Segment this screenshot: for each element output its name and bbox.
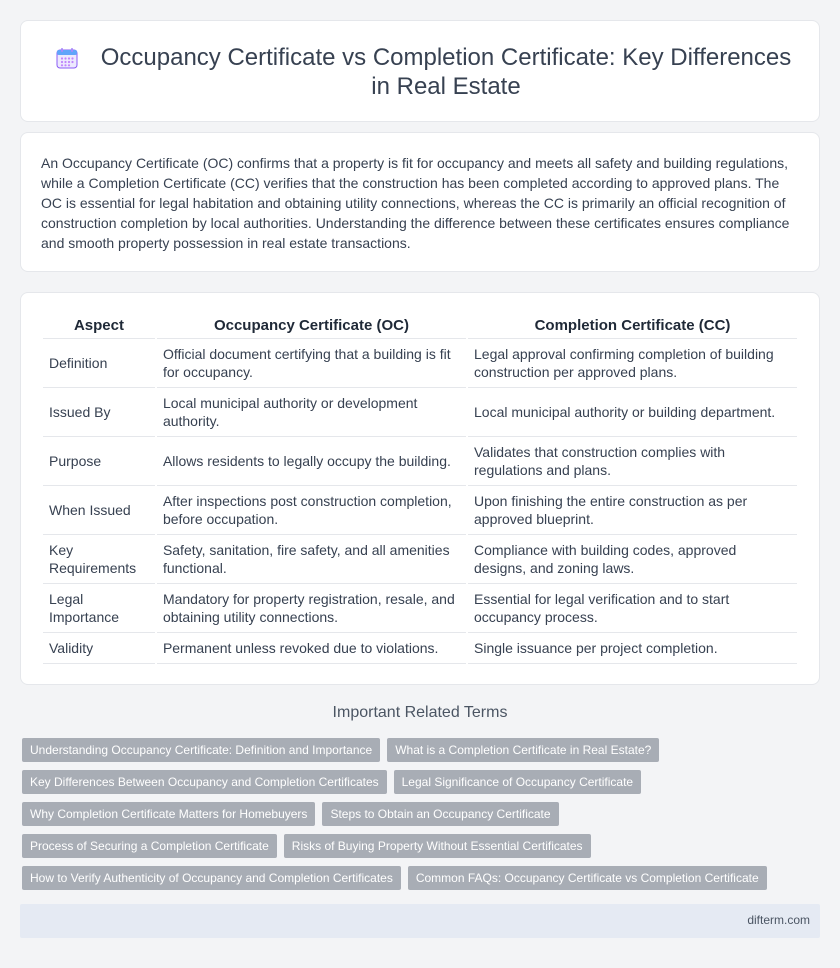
- intro-paragraph: An Occupancy Certificate (OC) confirms that a property is fit for occupancy and meets all safety and building regulations, while a Completion Certificate (CC) verifies that the construction has been completed according to approved plans. The OC is essential for legal habitation and obtaining utility connections, whereas the CC is primarily an official recognition of construction completion by local authorities. Understanding the difference between these certificates ensures compliance and smooth property possession in real estate transactions.: [41, 155, 790, 251]
- intro-card: [20, 132, 820, 272]
- page-title: Occupancy Certificate vs Completion Certificate: Key Differences in Real Estate: [100, 44, 792, 100]
- row-completion: Upon finishing the entire construction as per approved blueprint.: [468, 486, 797, 535]
- row-occupancy: Local municipal authority or development authority.: [157, 388, 466, 437]
- related-term-link[interactable]: Risks of Buying Property Without Essential Certificates: [284, 834, 591, 858]
- related-terms-title: Important Related Terms: [332, 704, 508, 721]
- comparison-table-card: [20, 292, 820, 685]
- table-header-row: [43, 311, 797, 339]
- table-row: [43, 633, 797, 664]
- header-occupancy: Occupancy Certificate (OC): [157, 311, 466, 339]
- related-term-link[interactable]: Legal Significance of Occupancy Certificate: [394, 770, 641, 794]
- header-aspect: Aspect: [43, 311, 155, 339]
- related-term-link[interactable]: Steps to Obtain an Occupancy Certificate: [322, 802, 558, 826]
- row-completion: Single issuance per project completion.: [468, 633, 797, 664]
- row-completion: Local municipal authority or building department.: [468, 388, 797, 437]
- row-completion: Validates that construction complies with regulations and plans.: [468, 437, 797, 486]
- table-row: [43, 584, 797, 633]
- row-completion: Legal approval confirming completion of building construction per approved plans.: [468, 339, 797, 388]
- row-completion: Compliance with building codes, approved designs, and zoning laws.: [468, 535, 797, 584]
- table-row: [43, 339, 797, 388]
- row-occupancy: Mandatory for property registration, resale, and obtaining utility connections.: [157, 584, 466, 633]
- related-term-link[interactable]: Why Completion Certificate Matters for Homebuyers: [22, 802, 315, 826]
- table-row: [43, 486, 797, 535]
- row-aspect: Legal Importance: [43, 584, 155, 633]
- row-aspect: When Issued: [43, 486, 155, 535]
- row-occupancy: Permanent unless revoked due to violations.: [157, 633, 466, 664]
- footer: [20, 904, 820, 938]
- table-row: [43, 535, 797, 584]
- header-card: [20, 20, 820, 122]
- related-term-link[interactable]: Common FAQs: Occupancy Certificate vs Completion Certificate: [408, 866, 767, 890]
- related-terms-list: [22, 738, 812, 890]
- table-row: [43, 437, 797, 486]
- footer-site-link[interactable]: difterm.com: [747, 913, 810, 927]
- row-occupancy: Official document certifying that a building is fit for occupancy.: [157, 339, 466, 388]
- related-term-link[interactable]: How to Verify Authenticity of Occupancy and Completion Certificates: [22, 866, 401, 890]
- row-occupancy: Allows residents to legally occupy the building.: [157, 437, 466, 486]
- row-aspect: Purpose: [43, 437, 155, 486]
- related-term-link[interactable]: Key Differences Between Occupancy and Completion Certificates: [22, 770, 387, 794]
- related-term-link[interactable]: Understanding Occupancy Certificate: Definition and Importance: [22, 738, 380, 762]
- table-row: [43, 388, 797, 437]
- related-term-link[interactable]: What is a Completion Certificate in Real Estate?: [387, 738, 659, 762]
- comparison-table: [41, 311, 799, 664]
- row-aspect: Validity: [43, 633, 155, 664]
- row-occupancy: After inspections post construction completion, before occupation.: [157, 486, 466, 535]
- header-completion: Completion Certificate (CC): [468, 311, 797, 339]
- row-occupancy: Safety, sanitation, fire safety, and all amenities functional.: [157, 535, 466, 584]
- row-completion: Essential for legal verification and to start occupancy process.: [468, 584, 797, 633]
- row-aspect: Definition: [43, 339, 155, 388]
- row-aspect: Issued By: [43, 388, 155, 437]
- row-aspect: Key Requirements: [43, 535, 155, 584]
- related-term-link[interactable]: Process of Securing a Completion Certificate: [22, 834, 277, 858]
